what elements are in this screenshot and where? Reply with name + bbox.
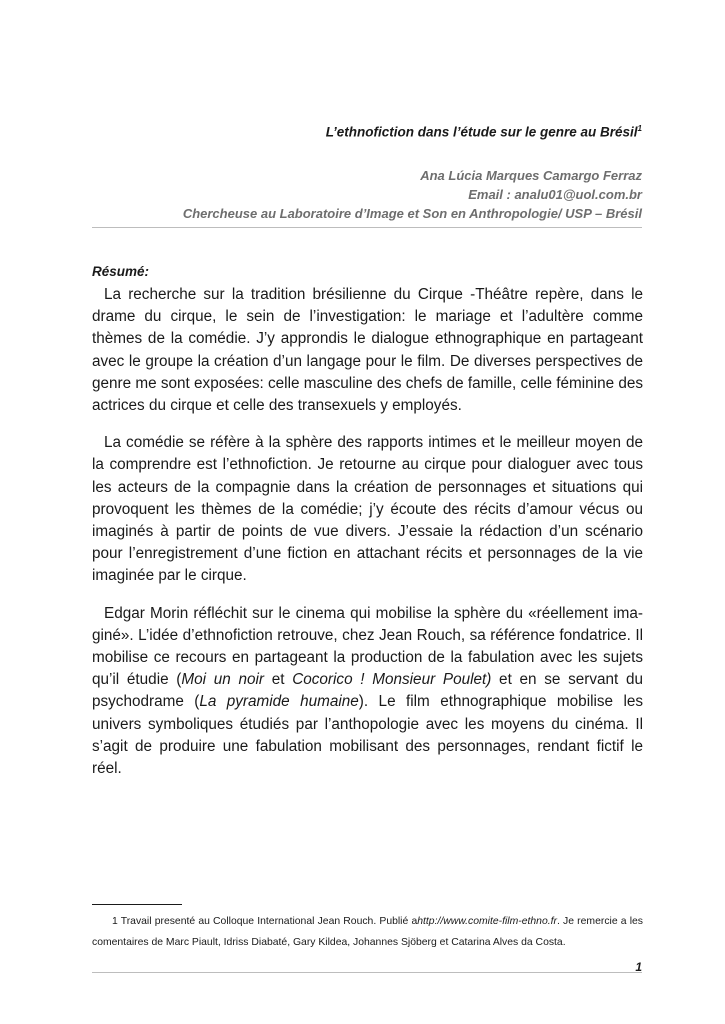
abstract-paragraph-2: La comédie se réfère à la sphère des rapports intimes et le meilleur moyen de la comprendre est l’ethnofiction. Je retourne au cirque pour dialoguer avec tous les acteurs de la compagnie dans la création de personnages et situations qui provoquent les thèmes de la comédie; j’y écoute des récits d’amour vécus ou imaginés à partir de points de vue divers. J’essaie la rédaction d’un scénario pour l’enregistrement d’une fiction en attachant récits et personnages de la vie imaginée par le cirque. bbox=[92, 434, 643, 585]
abstract-paragraph-3 bbox=[92, 603, 643, 781]
paragraph-3-text-c: et en se servant du psychodrame ( bbox=[92, 671, 644, 711]
footnote-text-a: Travail presenté au Colloque International Jean Rouch. Publié a bbox=[117, 916, 418, 927]
film-title-la-pyramide-humaine: La pyramide humaine bbox=[199, 693, 359, 711]
paragraph-3-text-d: ). Le film ethnographique mobilise les univers symboliques étudiés par l’anthopologie avec les moyens du cinéma. Il s’agit de produire une fabulation mobilisant des personnages, rendant fictif le réel. bbox=[92, 693, 644, 778]
footnote bbox=[92, 911, 643, 953]
film-title-moi-un-noir: Moi un noir bbox=[181, 671, 265, 689]
page-number: 1 bbox=[635, 960, 642, 974]
author-affiliation: Chercheuse au Laboratoire d’Image et Son en Anthropologie/ USP – Brésil bbox=[182, 206, 642, 221]
author-name: Ana Lúcia Marques Camargo Ferraz bbox=[420, 168, 642, 183]
abstract-body bbox=[92, 284, 643, 795]
film-title-cocorico: Cocorico ! Monsieur Poulet) bbox=[292, 671, 492, 689]
footnote-number: 1 bbox=[112, 916, 118, 927]
paper-title-text: L’ethnofiction dans l’étude sur le genre au Brésil bbox=[325, 124, 638, 140]
abstract-label: Résumé: bbox=[92, 264, 150, 279]
footer-divider bbox=[92, 972, 642, 973]
title-footnote-marker: 1 bbox=[637, 124, 642, 133]
abstract-paragraph-1: La recherche sur la tradition brésilienne du Cirque -Théâtre repère, dans le drame du cirque, le sein de l’investigation: le mariage et l’adultère comme thèmes de la comédie. J’y approndis le dialogue ethnographique en partageant avec le groupe la création d’un langage pour le film. De diverses perspectives de genre me sont exposées: celle masculine des chefs de famille, celle féminine des actrices du cirque et celle des transexuels y employés. bbox=[92, 286, 643, 415]
footnote-text-b: . Je remercie a les comentaires de Marc Piault, Idriss Diabaté, Gary Kildea, Johannes Sjöberg et Catarina Alves da Costa. bbox=[92, 916, 643, 948]
paper-title bbox=[326, 124, 642, 140]
paragraph-3-text-b: et bbox=[264, 671, 293, 689]
author-email: Email : analu01@uol.com.br bbox=[468, 187, 642, 202]
footnote-divider bbox=[92, 904, 182, 905]
footnote-paragraph bbox=[92, 911, 643, 953]
footnote-url[interactable]: http://www.comite-film-ethno.fr bbox=[417, 916, 557, 927]
paragraph-3-text-a: Edgar Morin réfléchit sur le cinema qui mobilise la sphère du «réellement imaginé». L’idée d’ethnofiction retrouve, chez Jean Rouch, sa référence fondatrice. Il mobilise ce recours en partageant la production de la fabulation avec les sujets qu’il étudie ( bbox=[92, 604, 643, 689]
header-divider bbox=[92, 227, 642, 228]
